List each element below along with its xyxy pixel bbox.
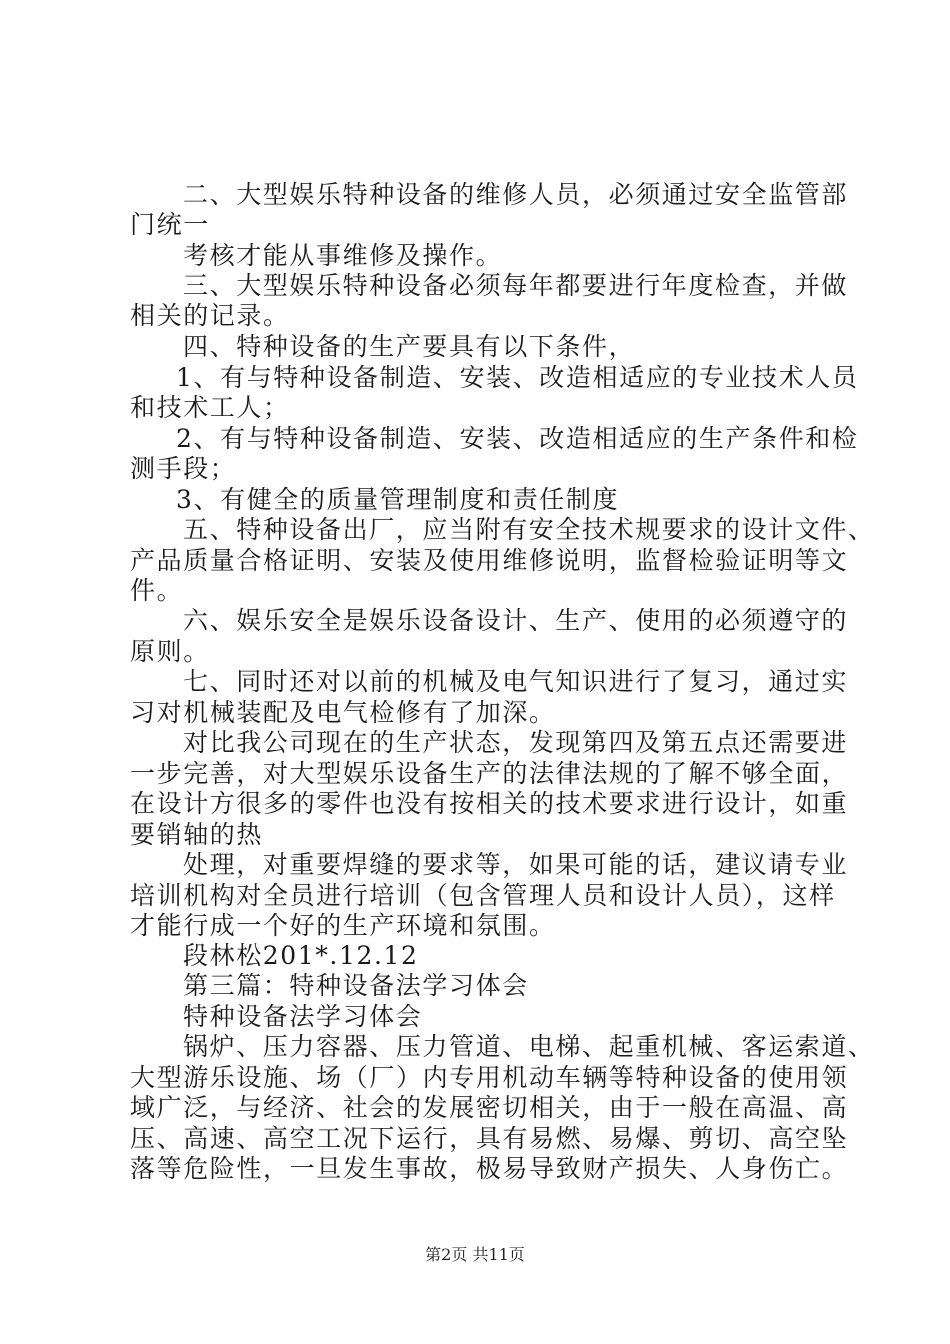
text-line: 三、大型娱乐特种设备必须每年都要进行年度检查，并做 <box>183 271 849 300</box>
text-line: 门统一 <box>130 210 210 239</box>
text-line: 七、同时还对以前的机械及电气知识进行了复习，通过实 <box>183 667 849 696</box>
text-line: 原则。 <box>130 637 210 666</box>
text-line: 2、有与特种设备制造、安装、改造相适应的生产条件和检 <box>176 424 859 453</box>
text-line: 锅炉、压力容器、压力管道、电梯、起重机械、客运索道、 <box>183 1032 875 1061</box>
text-line: 域广泛，与经济、社会的发展密切相关，由于一般在高温、高 <box>130 1093 849 1122</box>
text-line: 二、大型娱乐特种设备的维修人员，必须通过安全监管部 <box>183 180 849 209</box>
text-line: 要销轴的热 <box>130 820 264 849</box>
text-line: 五、特种设备出厂，应当附有安全技术规要求的设计文件、 <box>183 515 875 544</box>
text-line: 1、有与特种设备制造、安装、改造相适应的专业技术人员 <box>176 363 859 392</box>
text-line: 测手段； <box>130 454 237 483</box>
text-line: 四、特种设备的生产要具有以下条件， <box>183 332 636 361</box>
text-line: 六、娱乐安全是娱乐设备设计、生产、使用的必须遵守的 <box>183 606 849 635</box>
text-line: 件。 <box>130 576 184 605</box>
text-line: 落等危险性，一旦发生事故，极易导致财产损失、人身伤亡。 <box>130 1154 849 1183</box>
text-line: 压、高速、高空工况下运行，具有易燃、易爆、剪切、高空坠 <box>130 1124 849 1153</box>
text-line: 大型游乐设施、场（厂）内专用机动车辆等特种设备的使用领 <box>130 1063 849 1092</box>
text-line: 在设计方很多的零件也没有按相关的技术要求进行设计，如重 <box>130 789 849 818</box>
text-line: 培训机构对全员进行培训（包含管理人员和设计人员），这样 <box>130 881 836 910</box>
section-heading: 第三篇：特种设备法学习体会 <box>183 971 529 1000</box>
text-line: 才能行成一个好的生产环境和氛围。 <box>130 911 556 940</box>
page-number-footer: 第2页 共11页 <box>425 1245 525 1264</box>
text-line: 产品质量合格证明、安装及使用维修说明，监督检验证明等文 <box>130 546 849 575</box>
text-line: 考核才能从事维修及操作。 <box>183 241 503 270</box>
text-line: 习对机械装配及电气检修有了加深。 <box>130 698 556 727</box>
text-line: 3、有健全的质量管理制度和责任制度 <box>176 485 620 514</box>
text-line: 相关的记录。 <box>130 301 290 330</box>
text-line: 对比我公司现在的生产状态，发现第四及第五点还需要进 <box>183 728 849 757</box>
section-title: 特种设备法学习体会 <box>183 1002 423 1031</box>
text-line: 处理，对重要焊缝的要求等，如果可能的话，建议请专业 <box>183 850 849 879</box>
signature-date: 段林松201*.12.12 <box>183 941 419 970</box>
text-line: 一步完善，对大型娱乐设备生产的法律法规的了解不够全面， <box>130 759 849 788</box>
text-line: 和技术工人； <box>130 393 290 422</box>
